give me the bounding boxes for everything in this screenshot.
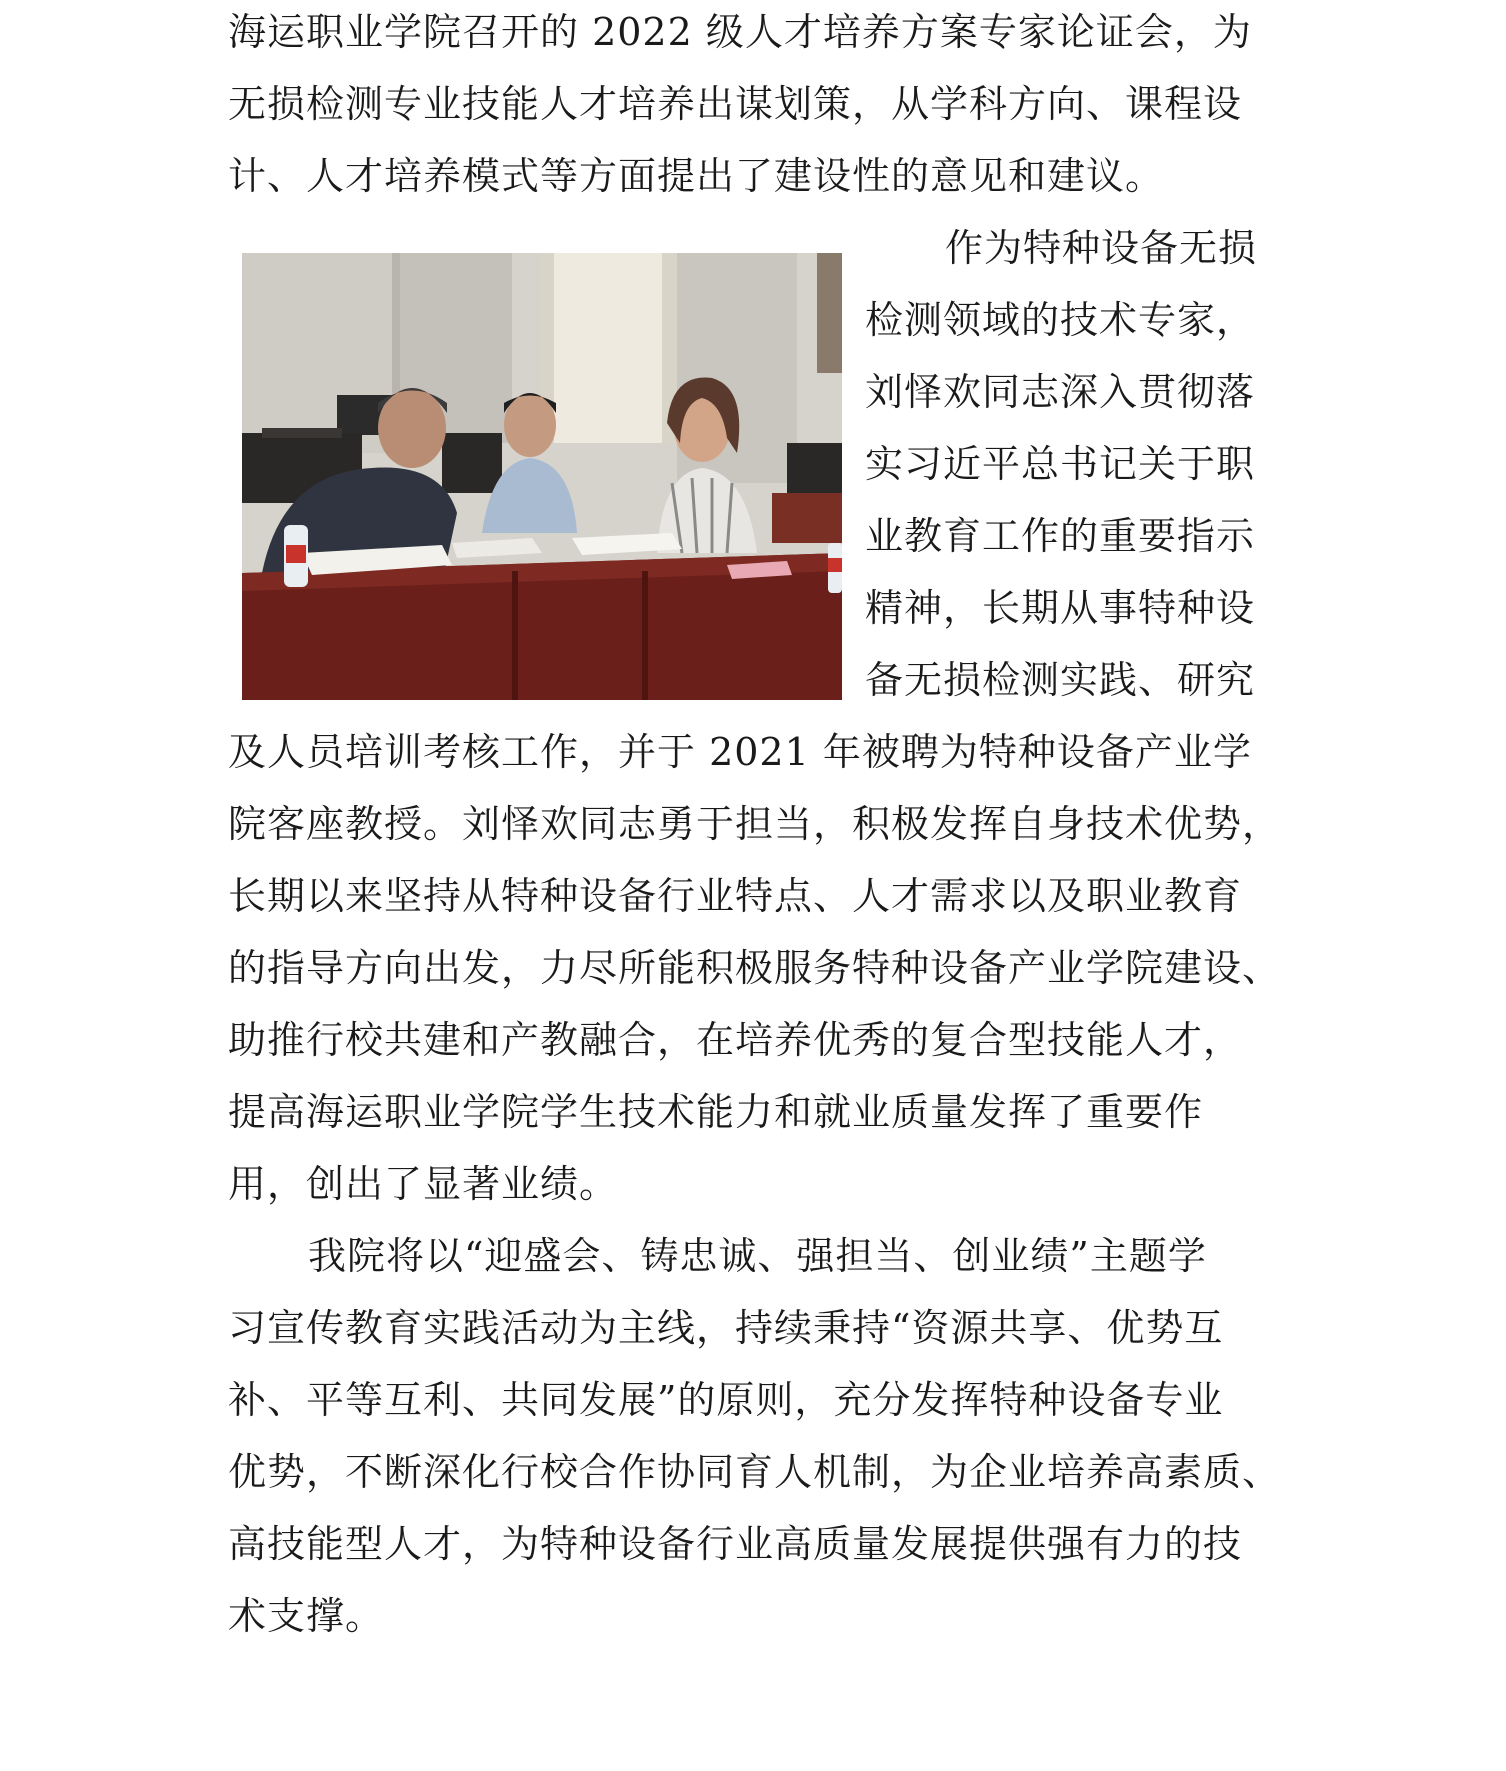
paragraph3-line-6: 术支撑。 — [228, 1594, 385, 1638]
paragraph3-line-1: 我院将以“迎盛会、铸忠诚、强担当、创业绩”主题学 — [308, 1234, 1207, 1278]
paragraph2-line-1: 及人员培训考核工作，并于 2021 年被聘为特种设备产业学 — [228, 730, 1252, 774]
paragraph3-line-5: 高技能型人才，为特种设备行业高质量发展提供强有力的技 — [228, 1522, 1243, 1566]
paragraph2-wrap-line-4: 实习近平总书记关于职 — [865, 442, 1256, 486]
paragraph1-line-2: 无损检测专业技能人才培养出谋划策，从学科方向、课程设 — [228, 82, 1243, 126]
paragraph2-wrap-line-6: 精神，长期从事特种设 — [865, 586, 1256, 630]
meeting-photo-illustration — [242, 253, 842, 700]
paragraph3-line-3: 补、平等互利、共同发展”的原则，充分发挥特种设备专业 — [228, 1378, 1224, 1422]
paragraph2-wrap-line-3: 刘怿欢同志深入贯彻落 — [865, 370, 1256, 414]
paragraph2-wrap-line-2: 检测领域的技术专家， — [865, 298, 1256, 342]
paragraph2-wrap-line-7: 备无损检测实践、研究 — [865, 658, 1256, 702]
paragraph2-wrap-line-5: 业教育工作的重要指示 — [865, 514, 1256, 558]
paragraph2-line-3: 长期以来坚持从特种设备行业特点、人才需求以及职业教育 — [228, 874, 1243, 918]
paragraph1-line-1: 海运职业学院召开的 2022 级人才培养方案专家论证会，为 — [228, 10, 1252, 54]
paragraph2-line-6: 提高海运职业学院学生技术能力和就业质量发挥了重要作 — [228, 1090, 1204, 1134]
paragraph2-wrap-line-1: 作为特种设备无损 — [945, 226, 1258, 270]
paragraph2-line-5: 助推行校共建和产教融合，在培养优秀的复合型技能人才， — [228, 1018, 1243, 1062]
paragraph3-line-2: 习宣传教育实践活动为主线，持续秉持“资源共享、优势互 — [228, 1306, 1224, 1350]
paragraph2-line-2: 院客座教授。刘怿欢同志勇于担当，积极发挥自身技术优势， — [228, 802, 1282, 846]
meeting-photo — [242, 253, 842, 700]
paragraph3-line-4: 优势，不断深化行校合作协同育人机制，为企业培养高素质、 — [228, 1450, 1282, 1494]
paragraph2-line-7: 用，创出了显著业绩。 — [228, 1162, 619, 1206]
paragraph1-line-3: 计、人才培养模式等方面提出了建设性的意见和建议。 — [228, 154, 1165, 198]
paragraph2-line-4: 的指导方向出发，力尽所能积极服务特种设备产业学院建设、 — [228, 946, 1282, 990]
